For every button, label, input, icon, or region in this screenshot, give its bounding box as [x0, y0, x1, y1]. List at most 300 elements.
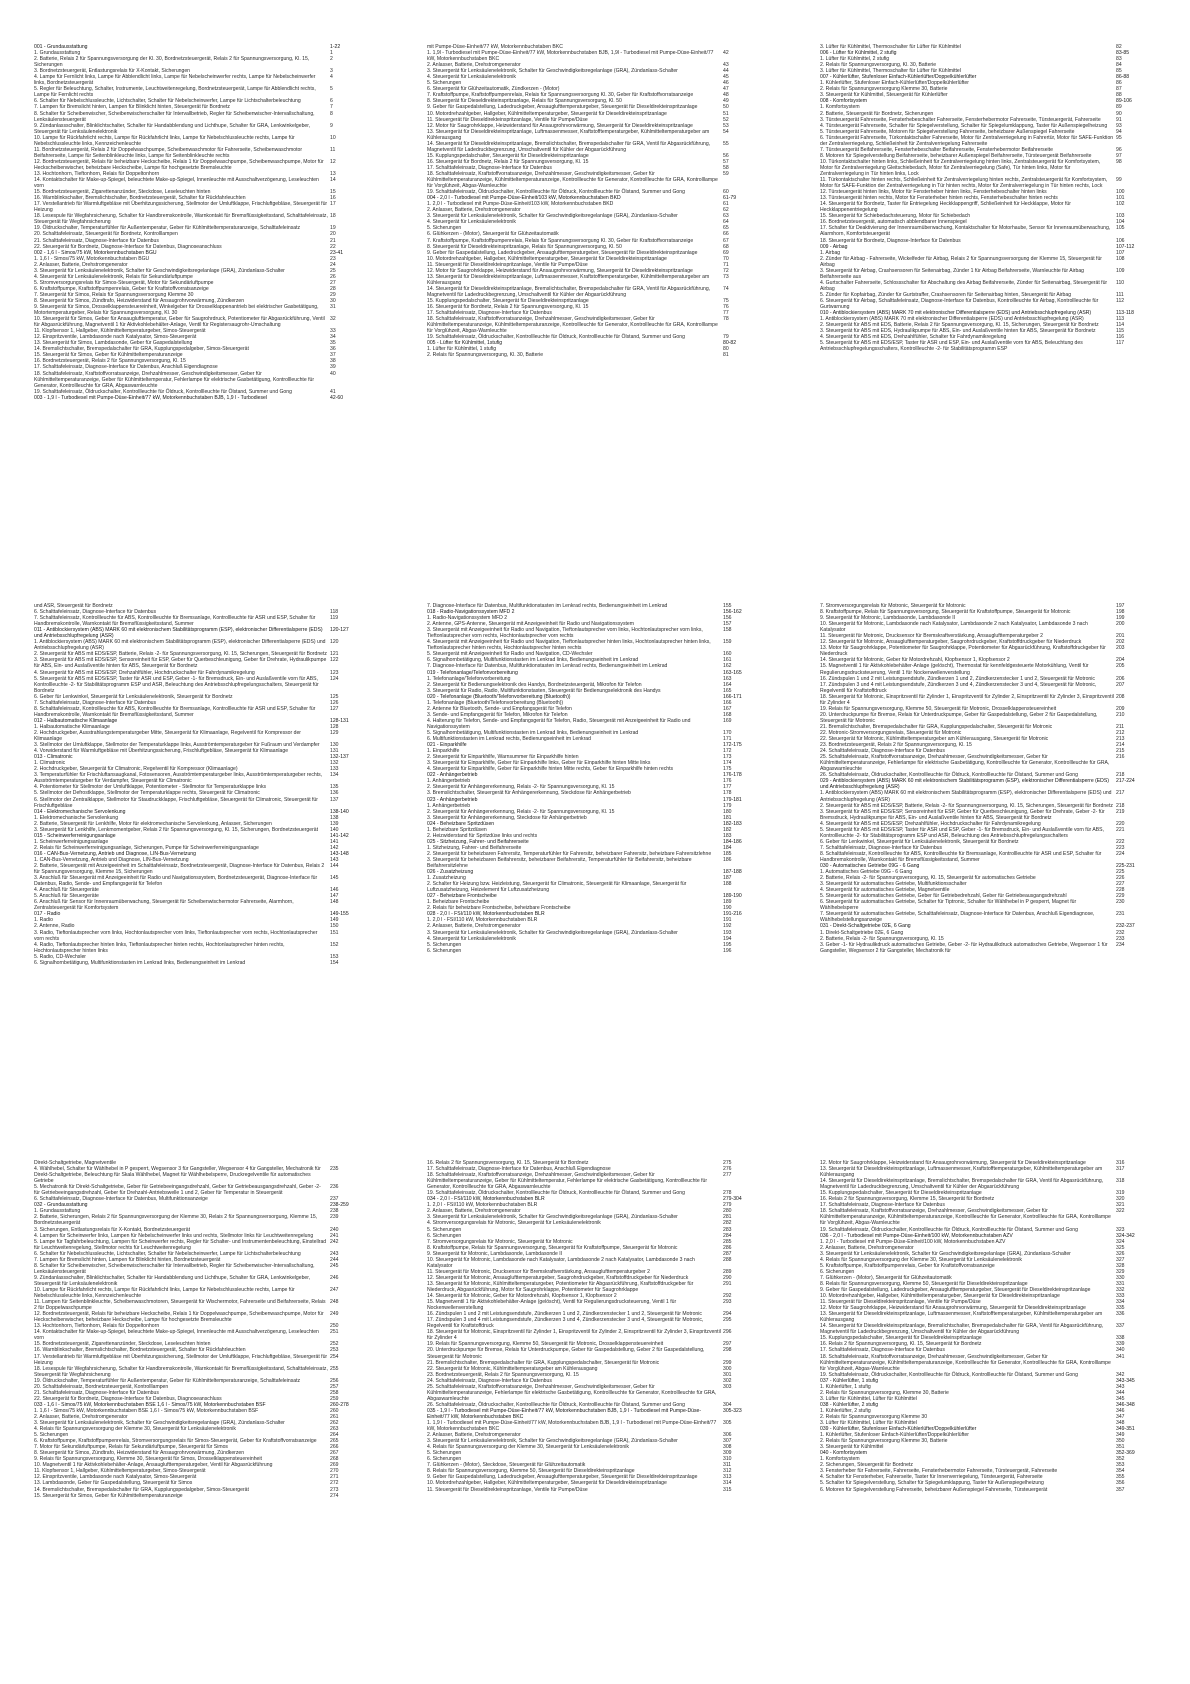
entry-title: 25. Schalttafeleinsatz, Kraftstoffvorratsanzeige, Drehzahlmesser, Geschwindigkeitsmesser, Geber für Kühlmitteltemperaturanzeige, Fehlerlampe für elektrische Gasbetätigung, Kontrollleuchte für Generator, Kontrollleuchte für GRA, Abgaswarnleuchte	[820, 754, 1110, 773]
entry-title: 035 - 1,9 l - Turbodiesel mit Pumpe-Düse-Einheit/77 kW, Motorkennbuchstaben BJB, 1,9 l - Turbodiesel mit Pumpe-Düse-Einheit/77 kW, Motorkennbuchstaben BKC	[427, 1407, 702, 1420]
entry-title: 7. Diagnose-Interface für Datenbus, Multifunktionstasten im Lenkrad rechts, Bedienungseinheit im Lenkrad	[427, 663, 668, 670]
page-number: 256	[330, 1377, 339, 1384]
toc-entry	[820, 682, 1146, 694]
page-number: 193	[723, 929, 732, 936]
page-number: 3	[330, 68, 333, 75]
page-number: 150	[330, 923, 339, 930]
page-number: 267	[330, 1450, 339, 1457]
toc-entry	[427, 141, 753, 153]
page-number: 70	[723, 255, 729, 262]
page-number: 166-171	[723, 693, 742, 700]
page-number: 319	[1116, 1190, 1125, 1197]
page-number: 40	[330, 370, 336, 377]
page-number: 344	[1116, 1389, 1125, 1396]
page-number: 82	[1116, 44, 1122, 50]
entry-title: 12. Einspritzventile, Lambdasonde nach Katalysator, Simos-Steuergerät	[34, 1474, 197, 1481]
page-number: 132-137	[330, 754, 349, 761]
page-number: 302	[723, 1377, 732, 1384]
page-number: 130	[330, 742, 339, 749]
entry-title: 16. Warnblinkschalter, Bremslichtschalter, Bordnetzsteuergerät, Schalter für Rückfahrleuchten	[34, 1347, 246, 1354]
page-number: 331	[1116, 1280, 1125, 1287]
page-number: 217	[1116, 790, 1125, 797]
entry-title: 3. Steuergerät für Lenkhilfe, Lenkmomentgeber, Relais 2 für Spannungsversorgung, Kl. 15, Sicherungen, Bordnetzsteuergerät	[34, 826, 319, 833]
entry-title: 014 - Elektromechanische Servolenkung	[34, 808, 126, 815]
page-number: 25	[330, 267, 336, 274]
entry-title: 7. Schalttafeleinsatz, Diagnose-Interface für Datenbus	[34, 699, 157, 706]
page-number: 197	[1116, 603, 1125, 609]
entry-title: 1. 2,0 l - Turbodiesel mit Pumpe-Düse-Einheit/100 kW, Motorkennbuchstaben AZV	[820, 1238, 1006, 1245]
page-number: 213	[1116, 736, 1125, 743]
page-number: 113-118	[1116, 310, 1134, 317]
page-number: 14	[330, 177, 336, 184]
entry-title: 14. Steuergerät für Motronic, Geber für Motordrehzahl, Klopfsensor 1, Klopfsensor 2	[820, 657, 1010, 664]
page-number: 238-259	[330, 1202, 349, 1209]
page-number: 141	[330, 838, 339, 845]
page-number: 352-369	[1116, 1450, 1135, 1457]
page-number: 313	[723, 1474, 732, 1481]
page-number: 33	[330, 328, 336, 335]
entry-title: 1. Radio-Navigationssystem MFD 2	[427, 615, 508, 622]
entry-title: 1. Komfortsystem	[820, 104, 860, 111]
entry-title: 7. Stromversorgungsrelais für Motronic, Steuergerät für Motronic	[820, 603, 966, 609]
page-number: 74	[723, 285, 729, 292]
page-number: 137	[330, 796, 339, 803]
entry-title: 16. Zündspulen 1 und 2 mit Leistungsendstufe, Zündkerzen 1 und 2, Zündkerzenstecker 1 und 2, Steuergerät für Motronic	[820, 675, 1095, 682]
page-number: 108	[1116, 255, 1125, 262]
entry-title: 1. 1,9l - Turbodiesel mit Pumpe-Düse-Einheit/77 kW, Motorkennbuchstaben BJB, 1,9l - Turbodiesel mit Pumpe-Düse-Einheit/77 kW, Motorkennbuchstaben BKC	[427, 50, 714, 63]
entry-title: 17. Schalttafeleinsatz, Diagnose-Interface für Datenbus, Anschluß Eigendiagnose	[427, 1166, 611, 1173]
entry-title: 8. Steuergerät für Dieseldirekteinspritzanlage, Relais für Spannungsversorgung, Kl. 50	[427, 98, 622, 105]
page-number: 218	[1116, 802, 1125, 809]
page-number: 105	[1116, 225, 1125, 232]
page-number: 139	[330, 820, 339, 827]
entry-title: 4. Steuergerät für Lenksäulenelektronik, Relais für Sekundärluftpumpe	[34, 273, 193, 280]
page-number: 310	[723, 1456, 732, 1463]
entry-title: 4. Steuergerät für ABS mit EDS/ESP, Drehzahlfühler, Hochdruckschalter für Fahrdynamikregelung	[820, 820, 1041, 827]
entry-title: 18. Lesespule für Wegfahrsicherung, Schalter für Handbremskontrolle, Warnkontakt für Bremsflüssigkeitsstand, Schalttafeleinsatz, Steuergerät für Wegfahrsicherung	[34, 1365, 328, 1378]
entry-title: 1. 2,0 l - FSI/110 kW, Motorkennbuchstaben BLR	[427, 917, 538, 924]
entry-title: 4. Steuergerät für Einparkhilfe, Geber für Einparkhilfe hinten Mitte rechts, Geber für Einparkhilfe hinten rechts	[427, 766, 674, 773]
entry-title: 17. Schalttafeleinsatz, Diagnose-Interface für Datenbus	[427, 310, 552, 317]
entry-title: 12. Bordnetzsteuergerät, Relais für beheizbare Heckscheibe, Relais 1 für Doppelwaschpumpe, Scheibenwaschpumpe, Motor für Heckscheibenwischer, beheizbare Heckscheibe, Lampe für hochgesetzte Bremsleuchte	[34, 158, 324, 171]
entry-title: 12. Türsteuergerät hinten links, Motor für Fensterheber hinten links, Fensterhebeschalter hinten links	[820, 189, 1047, 196]
page-number: 42	[723, 50, 729, 57]
page-number: 172	[723, 748, 732, 755]
toc-entry	[34, 111, 360, 123]
toc-entry	[820, 268, 1146, 280]
entry-title: 030 - Automatisches Getriebe 09G - 6 Gang	[820, 863, 920, 870]
toc-entry	[427, 1420, 753, 1432]
entry-title: 011 - Antiblockiersystem (ABS) MARK 60 mit elektronischem Stabilitätsprogramm (ESP), elektronischer Differentialsperre (EDS) und Antriebsschlupfregelung (ASR)	[34, 627, 323, 640]
page-number: 184	[723, 844, 732, 851]
page-number: 248	[330, 1299, 339, 1306]
page-number: 277	[723, 1172, 732, 1179]
page-number: 54	[723, 128, 729, 135]
entry-title: 18. Schalttafeleinsatz, Kraftstoffvorratsanzeige, Drehzahlmesser, Geschwindigkeitsmesser, Geber für Kühlmitteltemperaturanzeige, Geber für Kühlmitteltemperatur, Fehlerlampe für elektrische Gasbetätigung, Kontrollleuchte für Generator, Kontrollleuchte für GRA, Abgaswarnleuchte	[34, 370, 315, 389]
entry-title: 6. Schalttafeleinsatz, Diagnose-Interface für Datenbus	[34, 609, 157, 616]
entry-title: 22. Steuergerät für Motronic, Kühlmitteltemperaturgeber am Kühlerausgang	[427, 1365, 598, 1372]
page-number: 182-183	[723, 820, 742, 827]
toc-entry	[34, 942, 360, 954]
entry-title: 17. Zündspulen 3 und 4 mit Leistungsendstufe, Zündkerzen 3 und 4, Zündkerzenstecker 3 und 4, Steuergerät für Motronic, Regelventil für Kraftstoffdruck	[820, 681, 1097, 694]
entry-title: 7. Lampen für Bremslicht hinten, Lampen für Blinklicht hinten, Bordnetzsteuergerät	[34, 1256, 221, 1263]
page-number: 93	[1116, 122, 1122, 129]
entry-title: 7. Schalttafeleinsatz, Diagnose-Interface für Datenbus	[820, 844, 943, 851]
page-number: 183	[723, 832, 732, 839]
page-number: 17	[330, 201, 336, 208]
page-number: 135	[330, 784, 339, 791]
toc-entry	[427, 639, 753, 651]
toc-entry	[34, 1214, 360, 1226]
page-number: 346	[1116, 1407, 1125, 1414]
page-number: 118	[330, 609, 339, 616]
entry-title: 26. Schalttafeleinsatz, Öldruckschalter, Kontrollleuchte für Öldruck, Kontrollleuchte für Ölstand, Summer und Gong	[427, 1401, 685, 1408]
page-number: 238	[330, 1208, 339, 1215]
toc-entry	[34, 1311, 360, 1323]
page-number: 289	[723, 1268, 732, 1275]
entry-title: 1. Einparkhilfe	[427, 748, 460, 755]
page-number: 176-178	[723, 772, 742, 779]
entry-title: 8. Steuergerät für Simos, Zündtrafo, Heizwiderstand für Ansaugrohrvorwärmung, Zündkerzen	[34, 1450, 245, 1457]
page-number: 271	[330, 1474, 339, 1481]
toc-entry	[427, 50, 753, 62]
page-number: 26	[330, 273, 336, 280]
entry-title: 1. Telefonanlage/Telefonvorbereitung	[427, 675, 511, 682]
toc-entry	[34, 304, 360, 316]
entry-title: 2. Anlasser, Batterie, Drehstromgenerator	[427, 1208, 521, 1215]
entry-title: 3. Bordnetzsteuergerät, Entlastungsrelais für X-Kontakt, Sicherungen	[34, 68, 191, 75]
page-number: 275	[723, 1160, 732, 1166]
page-number: 337	[1116, 1323, 1125, 1330]
entry-title: 6. Schalter für Nebelschlussleuchte, Lichtschalter, Schalter für Nebelscheinwerfer, Lampe für Lichtschalterbeleuchtung	[34, 98, 301, 105]
page-number: 226	[1116, 875, 1125, 882]
entry-title: 038 - Kühlerlüfter, 2 stufig	[820, 1401, 879, 1408]
page-number: 354	[1116, 1468, 1125, 1475]
entry-title: 034 - 2,0 l - FSI/110 kW, Motorkennbuchstaben BLR	[427, 1196, 545, 1203]
entry-title: 037 - Kühlerlüfter, 1 stufig	[820, 1377, 879, 1384]
entry-title: 020 - Telefonanlage (Bluetooth/Telefonvorbereitung (Bluetooth))	[427, 693, 571, 700]
page-number: 199	[1116, 615, 1125, 622]
page-number: 295	[723, 1317, 732, 1324]
entry-title: 2. Schalter für Heizung bzw. Heizleistung, Steuergerät für Climatronic, Steuergerät für Klimaanlage, Steuergerät für Luftzusatzheizung, Heizelement für Luftzusatzheizung	[427, 881, 687, 894]
entry-title: 1. Anhängerbetrieb	[427, 802, 471, 809]
page-number: 247	[330, 1286, 339, 1293]
entry-title: 5. Kraftstoffpumpe, Kraftstoffpumpenrelais, Geber für Kraftstoffvorratsanzeige	[820, 1262, 995, 1269]
page-number: 205	[1116, 663, 1125, 670]
entry-title: 009 - Airbag	[820, 243, 848, 250]
page-number: 324-342	[1116, 1232, 1135, 1239]
entry-title: 039 - Kühlerlüfter, Stufenloser Einfach-Kühlerlüfter/Doppelkühlerlüfter	[820, 1426, 977, 1433]
page-number: 146	[330, 887, 339, 894]
page-number: 255	[330, 1365, 339, 1372]
entry-title: 016 - CAN-Bus-Vernetzung, Antrieb und Diagnose, LIN-Bus-Vernetzung	[34, 850, 196, 857]
entry-title: 18. Schalttafeleinsatz, Kraftstoffvorratsanzeige, Drehzahlmesser, Geschwindigkeitsmesser, Geber für Kühlmitteltemperaturanzeige, Kühlmitteltemperaturanzeige, Kontrollleuchte für Generator, Kontrollleuchte für GRA, Kontrolllampe für Vorglühzeit, Abgas-Warnleuchte	[820, 1208, 1111, 1227]
entry-title: 8. Schalttafeleinsatz, Kontrollleuchte für ABS, Kontrollleuchte für Bremsanlage, Kontrollleuchte für ASR und ESP, Schalter für Handbremskontrolle, Warnkontakt für Bremsflüssigkeitsstand, Summer	[34, 705, 316, 718]
page-number: 265	[330, 1438, 339, 1445]
page-number: 141-142	[330, 832, 349, 839]
page-number: 240	[330, 1226, 339, 1233]
toc-entry	[820, 712, 1146, 724]
entry-title: 14. Steuergerät für Dieseldirekteinspritzanlage, Bremslichtschalter, Bremspedalschalter für GRA, Ventil für Abgasrückführung, Magnetventil für Ladedruckbegrenzung, Umschaltventil für Kühler der Abgasrückführung	[820, 1178, 1104, 1191]
entry-title: 20. Unterdruckpumpe für Bremse, Relais für Unterdruckpumpe, Geber für Gaspedalstellung, Geber 2 für Gaspedalstellung, Steuergerät für Motronic	[427, 1347, 705, 1360]
page-number: 316	[1116, 1160, 1125, 1166]
entry-title: 7. Glühkerzen - (Motor), Steckdose, Steuergerät für Glühzeitautomatik	[427, 1462, 586, 1469]
entry-title: 2. Hochdruckgeber, Ausstrahlungstemperaturgeber Mitte, Steuergerät für Klimaanlage, Regelventil für Kompressor der Klimaanlage	[34, 729, 301, 743]
entry-title: 15. Kupplungspedalschalter, Steuergerät für Dieseldirekteinspritzanlage	[820, 1335, 982, 1342]
toc-entry	[34, 135, 360, 147]
entry-title: 13. Lambdasonde, Geber für Gaspedalstellung, Steuergerät für Simos	[34, 1480, 193, 1487]
entry-title: 15. Magnetventil 1 für Aktivkohlebehälter-Anlage (gelöscht), Thermostat für kennfeldgesteuerte Motorkühlung, Ventil für Regulierungsdrucksteuerung, Ventil 1 für Nockenwellenverstellung	[820, 663, 1089, 676]
page-number: 85	[1116, 68, 1122, 75]
entry-title: 8. Relais für Spannungsversorgung, Klemme 50, Steuergerät für Dieseldirekteinspritzanlage	[427, 1468, 635, 1475]
text-column	[820, 603, 1146, 954]
entry-title: 2. Steuergerät für ABS mit EDS/ESP, Batterie, Relais -2- für Spannungsversorgung, Kl. 15, Sicherungen, Steuergerät für Bordnetz	[820, 802, 1113, 809]
page-number: 335	[1116, 1305, 1125, 1312]
entry-title: 1. CAN-Bus-Vernetzung, Antrieb und Diagnose, LIN-Bus-Vernetzung	[34, 856, 189, 863]
entry-title: 9. Steuergerät für Motronic, Lambdasonde, Lambdasonde II	[820, 615, 956, 622]
entry-title: 2. Heizwiderstand für Spritzdüse links und rechts	[427, 832, 538, 839]
page-number: 332	[1116, 1286, 1125, 1293]
entry-title: 2. Steuergerät für Bedienungselektronik des Handys, Bordnetzsteuergerät, Mikrofon für Telefon	[427, 681, 642, 688]
entry-title: 4. Gurtschalter Fahrerseite, Schlossschalter für Abschaltung des Airbag Beifahrerseite, Zünder für Seitenairbag, Steuergerät für Airbag	[820, 279, 1108, 292]
entry-title: Direkt-Schaltgetriebe, Magnetventile	[34, 1160, 117, 1166]
page-number: 326	[1116, 1250, 1125, 1257]
toc-entry	[34, 615, 360, 627]
entry-title: 6. Anschluß für Sensor für Innenraumüberwachung, Steuergerät für Scheibenwischermotor Fahrerseite, Alarmhorn, Zentralsteuergerät für Komfortsystem	[34, 899, 294, 912]
entry-title: 1. Automatisches Getriebe 09G - 6 Gang	[820, 869, 913, 876]
entry-title: 022 - Anhängerbetrieb	[427, 772, 478, 779]
toc-entry	[820, 942, 1146, 954]
page-number: 188	[723, 881, 732, 888]
page-number: 209	[1116, 705, 1125, 712]
page-number: 148	[330, 899, 339, 906]
page-number: 107	[1116, 249, 1125, 256]
page-number: 235	[330, 1166, 339, 1173]
page-number: 76	[723, 304, 729, 311]
entry-title: 3. Steuergerät für ABS mit EDS, Hydraulikpumpe für ABS, Ein- und Auslaßventile hinten für ABS, Steuergerät für Bordnetz	[820, 328, 1096, 335]
entry-title: 17. Schalttafeleinsatz, Diagnose-Interface für Datenbus	[820, 1347, 945, 1354]
page-number: 140	[330, 826, 339, 833]
entry-title: 14. Steuergerät für Dieseldirekteinspritzanlage, Bremslichtschalter, Bremspedalschalter für GRA, Ventil für Abgasrückführung, Magnetventil für Ladedruckbegrenzung, Umschaltventil für Kühler der Abgasrückführung	[427, 285, 711, 298]
page-number: 101	[1116, 195, 1125, 202]
entry-title: 003 - 1,9 l - Turbodiesel mit Pumpe-Düse-Einheit/77 kW, Motorkennbuchstaben BJB, 1,9 l - Turbodiesel	[34, 394, 268, 401]
page-number: 169	[723, 717, 732, 724]
entry-title: 18. Lesespule für Wegfahrsicherung, Schalter für Handbremskontrolle, Warnkontakt für Bremsflüssigkeitsstand, Schalttafeleinsatz, Steuergerät für Wegfahrsicherung	[34, 213, 328, 226]
page-number: 349	[1116, 1432, 1125, 1439]
page-number: 175	[723, 766, 732, 773]
page-number: 143	[330, 856, 339, 863]
entry-title: 4. Steuergerät für Lenksäulenelektronik	[427, 219, 516, 226]
page-number: 189-190	[723, 893, 742, 900]
toc-entry	[34, 706, 360, 718]
entry-title: 1. Komfortsystem	[820, 1456, 860, 1463]
text-column	[820, 1160, 1146, 1493]
page-number: 250	[330, 1323, 339, 1330]
entry-title: 15. Bordnetzsteuergerät, Zigarettenanzünder, Steckdose, Leseleuchten hinten	[34, 189, 211, 196]
entry-title: 004 - 2,0 l - Turbodiesel mit Pumpe-Düse-Einheit/103 kW, Motorkennbuchstaben BKD	[427, 195, 621, 202]
entry-title: 4. Steuergerät für automatisches Getriebe, Magnetventile	[820, 887, 950, 894]
entry-title: 16. Zündspulen 1 und 2 mit Leistungsendstufe, Zündkerzen 1 und 2, Zündkerzenstecker 1 und 2, Steuergerät für Motronic	[427, 1311, 702, 1318]
entry-title: 2. Batterie, Steuergerät für Lenkhilfe, Motor für elektromechanische Servolenkung, Anlasser, Sicherungen	[34, 820, 272, 827]
toc-entry	[34, 1184, 360, 1196]
toc-entry	[820, 1323, 1146, 1335]
entry-title: 19. Schalttafeleinsatz, Öldruckschalter, Kontrollleuchte für Öldruck, Kontrollleuchte für Ölstand, Summer und Gong	[820, 1226, 1078, 1233]
page-number: 212	[1116, 729, 1125, 736]
page-number: 16	[330, 195, 336, 202]
page-number: 22	[330, 243, 336, 250]
entry-title: 11. Klopfsensor 1, Hallgeber, Kühlmitteltemperaturgeber, Simos-Steuergerät	[34, 328, 206, 335]
toc-entry	[820, 1178, 1146, 1190]
page-number: 41	[330, 388, 336, 395]
page-number: 252	[330, 1341, 339, 1348]
entry-title: 4. Vorwiderstand für Warmluftgebläse mit Überhitzungssicherung, Frischluftgebläse, Steuergerät für Klimaanlage	[34, 748, 289, 755]
toc-entry	[34, 1166, 360, 1184]
entry-title: 2. Sicherungen, Steuergerät für Bordnetz	[820, 1462, 913, 1469]
entry-title: 19. Relais für Spannungsversorgung, Klemme 50, Steuergerät für Motronic, Drosselklappensteuereinheit	[820, 705, 1057, 712]
page-number: 98	[1116, 158, 1122, 165]
entry-title: 23. Bordnetzsteuergerät, Relais 2 für Spannungsversorgung, Kl. 15	[820, 742, 972, 749]
entry-title: 16. Steuergerät für Bordnetz, Relais 2 für Spannungsversorgung, Kl. 15	[427, 158, 589, 165]
entry-title: 029 - Antiblockiersystem (ABS) MARK 60 mit elektronischem Stabilitätsprogramm (ESP), elektronischer Differentialsperre (EDS) und Antriebsschlupfregelung (ASR)	[820, 778, 1109, 791]
entry-title: 7. Steuergerät für Simos, Relais für Spannungsversorgung Klemme 30	[34, 291, 194, 298]
page-number: 297	[723, 1341, 732, 1348]
entry-title: 18. Steuergerät für Bordnetz, Diagnose-Interface für Datenbus	[820, 237, 961, 244]
page-number: 251	[330, 1329, 339, 1336]
toc-entry	[427, 1487, 753, 1493]
toc-entry	[427, 881, 753, 893]
entry-title: 10. Türkontaktschalter hinten links, Schließeinheit für Zentralverriegelung hinten links, Zentralsteuergerät für Komfortsystem, Motor für Zentralverriegelung Gleitschiebedach, Motor für Zentralverriegelung (Safe), Tür hinten links, Motor für Zentralverriegelung in Tür hinten links, Lock	[820, 158, 1101, 177]
page-number: 159	[723, 639, 732, 646]
entry-title: 2. Relais für Spannungsversorgung, Kl. 30, Batterie	[820, 62, 937, 69]
page-number: 321	[1116, 1202, 1125, 1209]
page-number: 203	[1116, 645, 1125, 652]
page-number: 282	[723, 1220, 732, 1227]
entry-title: 13. Steuergerät für Simos, Lambdasonde, Geber für Gaspedalstellung	[34, 340, 193, 347]
entry-title: 4. Potentiometer für Stellmotor der Umluftklappe, Potentiometer - Stellmotor für Temperaturklappe links	[34, 784, 267, 791]
page-number: 273	[330, 1486, 339, 1493]
toc-entry	[34, 86, 360, 98]
toc-entry	[34, 1329, 360, 1341]
page-number: 357	[1116, 1486, 1125, 1493]
toc-entry	[34, 730, 360, 742]
page-number: 120-127	[330, 627, 349, 634]
toc-entry	[820, 694, 1146, 706]
entry-title: 3. Steuergerät für Lenksäulenelektronik, Schalter für Geschwindigkeitsregelanlage (GRA), Zündanlass-Schalter	[427, 1214, 678, 1221]
entry-title: 17. Verstellantrieb für Warmluftgebläse mit Überhitzungssicherung, Stellmotor der Umluftklappe, Frischluftgebläse, Steuergerät für Heizung	[34, 1353, 328, 1366]
entry-title: 7. Stromversorgungsrelais für Motronic, Steuergerät für Motronic	[427, 1238, 573, 1245]
entry-title: 15. Kupplungspedalschalter, Steuergerät für Dieseldirekteinspritzanlage	[427, 297, 589, 304]
page-number: 311	[723, 1462, 732, 1469]
entry-title: 21. Bremslichtschalter, Bremspedalschalter für GRA, Kupplungspedalschalter, Steuergerät für Motronic	[427, 1359, 660, 1366]
entry-title: 017 - Radio	[34, 911, 61, 918]
entry-title: 19. Schalttafeleinsatz, Öldruckschalter, Kontrollleuchte für Öldruck, Kontrollleuchte für Ölstand, Summer und Gong	[427, 334, 685, 341]
toc-entry	[820, 911, 1146, 923]
page-number: 234	[1116, 941, 1125, 948]
page-number: 196	[723, 947, 732, 954]
entry-title: 3. Türsteuergerät Fahrerseite, Fensterhebeschalter Fahrerseite, Fensterhebermotor Fahrerseite, Türsteuergerät, Fahrerseite	[820, 116, 1101, 123]
page-number: 145	[330, 875, 339, 882]
page-number: 15	[330, 189, 336, 196]
entry-title: 1. Kühlerlüfter, 1 stufig	[820, 1383, 871, 1390]
entry-title: 11. Bordnetzsteuergerät, Relais 2 für Doppelwaschpumpe, Scheibenwaschmotor für Fahrerseite, Scheibenwaschmotor Beifahrerseite, Lampe für Seitenblinkleuchte links, Lampe für Seitenblinkleuchte rechts	[34, 146, 303, 159]
page-number: 257	[330, 1383, 339, 1390]
page-number: 77	[723, 310, 729, 317]
page-number: 309	[723, 1450, 732, 1457]
entry-title: 8. Schalter für Scheibenwischer, Scheibenwischerschalter für Intervallbetrieb, Regler für Scheibenwischer-Intervallschaltung, Lenksäulensteuergerät	[34, 110, 315, 123]
entry-title: 1. Climatronic	[34, 760, 66, 767]
page-number: 113	[1116, 316, 1125, 323]
entry-title: 13. Steuergerät für Dieseldirekteinspritzanlage, Luftmassenmesser, Kraftstofftemperaturgeber, Kühlmitteltemperaturgeber am Kühlerausgang	[427, 128, 710, 141]
entry-title: 023 - Anhängerbetrieb	[427, 796, 478, 803]
page-number: 328	[1116, 1262, 1125, 1269]
entry-title: 2. Batterie, Steuergerät für Bordnetz, Sicherungen	[820, 110, 934, 117]
page-number: 278	[723, 1190, 732, 1197]
page-number: 318	[1116, 1178, 1125, 1185]
page-number: 36	[330, 346, 336, 353]
entry-title: 4. Relais für Spannungsversorgung der Klemme 30, Steuergerät für Lenksäulenelektronik	[820, 1256, 1022, 1263]
entry-title: 7. Kraftstoffpumpe, Kraftstoffpumpenrelais, Relais für Spannungsversorgung Kl. 30, Geber für Kraftstoffvorratsanzeige	[427, 237, 694, 244]
page-number: 88	[1116, 92, 1122, 99]
entry-title: 3. Lüfter für Kühlmittel, Thermoschalter für Lüfter für Kühlmittel	[820, 68, 961, 75]
page-number: 208	[1116, 693, 1125, 700]
entry-title: 6. Schalter für Nebelschlussleuchte, Lichtschalter, Schalter für Nebelscheinwerfer, Lampe für Lichtschalterbeleuchtung	[34, 1250, 301, 1257]
entry-title: 15. Steuergerät für Simos, Geber für Kühlmitteltemperaturanzeige	[34, 352, 183, 359]
entry-title: 8. Kraftstoffpumpe, Relais für Spannungsversorgung, Steuergerät für Kraftstoffpumpe, Steuergerät für Motronic	[820, 609, 1071, 616]
page-number: 305	[723, 1420, 732, 1427]
text-column	[427, 1160, 753, 1493]
entry-title: 010 - Antiblockiersystem (ABS) MARK 70 mit elektronischer Differentialsperre (EDS) und Antriebsschlupfregelung (ASR)	[820, 310, 1092, 317]
entry-title: 4. Türsteuergerät Fahrerseite, Schalter für Spiegelverstellung, Schalter für Spiegelumklappung, Taster für Außenspiegelheizung	[820, 122, 1108, 129]
page-number: 123	[330, 669, 339, 676]
toc-entry	[427, 352, 753, 358]
page-number: 134	[330, 772, 339, 779]
toc-entry	[34, 1239, 360, 1251]
entry-title: 3. Steuergerät für Lenksäulenelektronik, Schalter für Geschwindigkeitsregelanlage (GRA), Zündanlass-Schalter	[34, 267, 285, 274]
entry-title: 4. Halterung für Telefon, Sende- und Empfangsgerät für Telefon, Radio, Steuergerät mit Anzeigeeinheit für Radio und Navigationssystem	[427, 717, 691, 730]
page-number: 298	[723, 1347, 732, 1354]
entry-title: 7. Steuergerät für automatisches Getriebe, Schalttafeleinsatz, Diagnose-Interface für Datenbus, Anschluß Eigendiagnose, Wählhebelstellungsanzeige	[820, 911, 1095, 924]
page-number: 233	[1116, 935, 1125, 942]
page-number: 324	[1116, 1238, 1125, 1245]
entry-title: 5. Türsteuergerät Fahrerseite, Motoren für Spiegelverstellung Fahrerseite, beheizbarer Außenspiegel Fahrerseite	[820, 128, 1075, 135]
entry-title: 2. Zünder für Airbag - Fahrerseite, Wickelfeder für Airbag, Relais 2 für Spannungsversorgung der Klemme 15, Steuergerät für Airbag	[820, 255, 1102, 268]
entry-title: 13. Steuergerät für Motronic, Kühlmitteltemperaturgeber, Potentiometer für Abgasrückführung, Kraftstoffdruckgeber für Niederdruck, Abgasrückführung, Motor für Saugrohrklappe, Potentiometer für Saugrohrklappe	[427, 1280, 694, 1293]
entry-title: 11. Türkontaktschalter hinten rechts, Schließeinheit für Zentralverriegelung hinten rechts, Zentralsteuergerät für Komfortsystem, Motor für SAFE-Funktion der Zentralverriegelung in Tür hinten rechts, Motor für Zentralverriegelung in Tür hinten rechts, Lock	[820, 177, 1108, 190]
entry-title: 1. Lüfter für Kühlmittel, 2 stufig	[820, 56, 890, 63]
page-number: 274	[330, 1492, 339, 1499]
entry-title: 1. 2,0 l - Turbodiesel mit Pumpe-Düse-Einheit/103 kW, Motorkennbuchstaben BKD	[427, 201, 614, 208]
text-column	[34, 1160, 360, 1499]
toc-entry	[34, 123, 360, 135]
page-number: 66	[723, 231, 729, 238]
page-number: 75	[723, 297, 729, 304]
entry-title: 19. Öldruckschalter, Temperaturfühler für Außentemperatur, Geber für Kühlmitteltemperaturanzeige, Schalttafeleinsatz	[34, 225, 301, 232]
page-number: 110	[1116, 279, 1125, 286]
text-column	[34, 603, 360, 966]
entry-title: 10. Motordrehzahlgeber, Hallgeber, Kühlmitteltemperaturgeber, Steuergerät für Dieseldirekteinspritzanlage	[427, 1480, 667, 1487]
entry-title: 25. Schalttafeleinsatz, Kraftstoffvorratsanzeige, Drehzahlmesser, Geschwindigkeitsmesser, Geber für Kühlmitteltemperaturanzeige, Fehlerlampe für elektrische Gasbetätigung, Kontrollleuchte für Generator, Kontrollleuchte für GRA, Abgaswarnleuchte	[427, 1383, 717, 1402]
entry-title: 2. Relais für Spannungsversorgung Klemme 30, Batterie	[820, 86, 948, 93]
page-number: 61	[723, 201, 729, 208]
entry-title: 13. Steuergerät für Dieseldirekteinspritzanlage, Luftmassenmesser, Kraftstofftemperaturgeber, Kühlmitteltemperaturgeber am Kühlerausgang	[820, 1166, 1103, 1179]
entry-title: 5. Zünder für Kopfairbag, Zünder für Gurtstraffer, Crashsensoren für Seitenairbag hinten, Steuergerät für Airbag	[820, 291, 1072, 298]
toc-entry	[34, 657, 360, 669]
entry-title: 3. Anschluß für Steuergerät mit Anzeigeeinheit für Radio und Navigationssystem, Bordnetzsteuergerät, Diagnose-Interface für Datenbus, Radio, Sende- und Empfangsgerät für Telefon	[34, 875, 318, 888]
page-number: 53	[723, 122, 729, 129]
entry-title: 6. Motoren für Spiegelverstellung Fahrerseite, beheizbarer Außenspiegel Fahrerseite, Türsteuergerät	[820, 1486, 1048, 1493]
page-number: 133	[330, 766, 339, 773]
entry-title: 1. Beheizbare Spritzdüsen	[427, 826, 487, 833]
